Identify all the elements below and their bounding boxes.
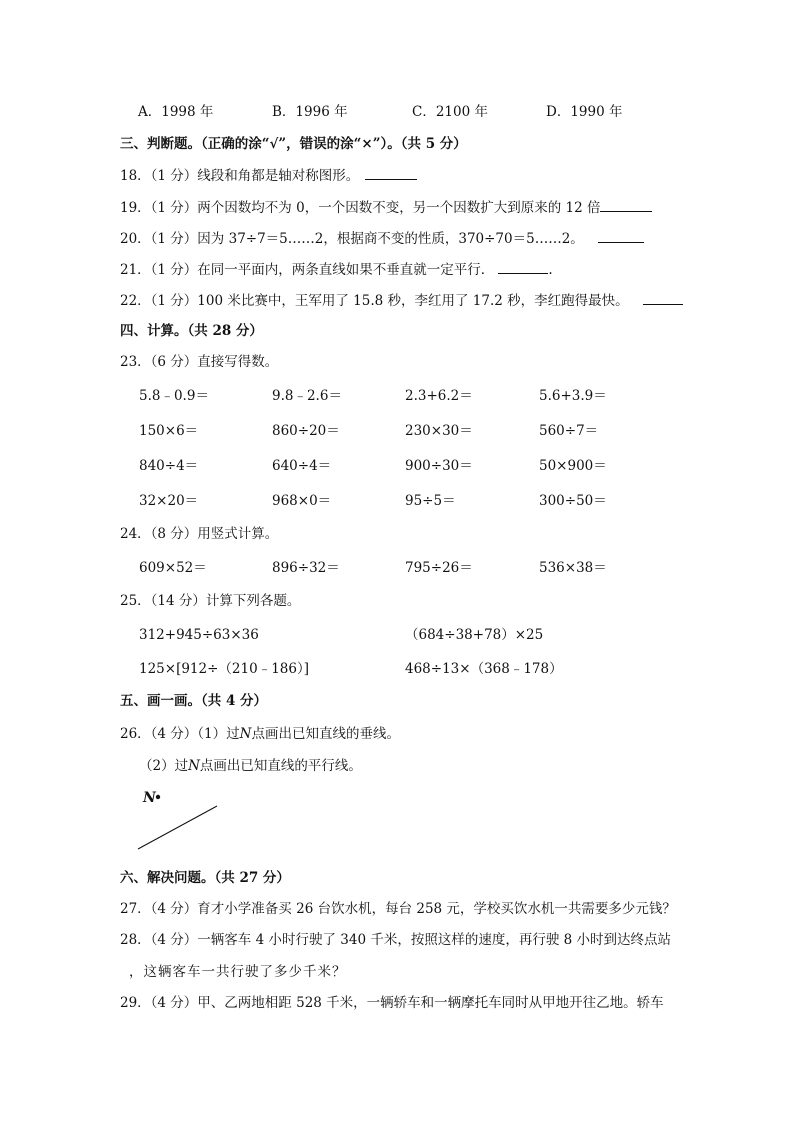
answer-blank <box>600 197 652 212</box>
q25-item: 125×[912÷（210﹣186）] <box>139 661 309 677</box>
q24-item: 609×52＝ <box>139 560 207 576</box>
answer-blank <box>498 259 548 274</box>
question-19 <box>120 197 652 218</box>
q23-item: 50×900＝ <box>539 458 607 474</box>
q23-item: 5.8﹣0.9＝ <box>139 388 209 404</box>
question-28-line-1: 28．（4 分）一辆客车 4 小时行驶了 340 千米，按照这样的速度，再行驶 8 小时到达终点站 <box>120 932 672 948</box>
answer-blank <box>365 165 417 180</box>
question-23: 23．（6 分）直接写得数。 <box>120 354 279 370</box>
question-26-part-2 <box>139 756 362 776</box>
q24-item: 536×38＝ <box>539 560 607 576</box>
question-28-line-2: ，这辆客车一共行驶了多少千米？ <box>129 964 347 980</box>
section-3-title: 三、判断题。（正确的涂“√”，错误的涂“×”）。（共 5 分） <box>120 136 467 152</box>
q26-text-c: （2）过 <box>139 758 189 774</box>
section-6-title: 六、解决问题。（共 27 分） <box>120 870 290 886</box>
q23-item: 32×20＝ <box>139 493 199 509</box>
question-24: 24．（8 分）用竖式计算。 <box>120 526 279 542</box>
answer-blank <box>643 290 683 305</box>
q23-item: 230×30＝ <box>405 423 473 439</box>
q26-text-d: 点画出已知直线的平行线。 <box>199 758 362 774</box>
q23-item: 560÷7＝ <box>539 423 599 439</box>
question-18-text: 18．（1 分）线段和角都是轴对称图形。 <box>120 168 360 184</box>
question-26 <box>120 724 400 744</box>
option-b: B．1996 年 <box>272 104 348 120</box>
question-21-end: . <box>548 262 553 278</box>
q24-item: 795÷26＝ <box>405 560 473 576</box>
answer-blank <box>598 228 644 243</box>
option-d: D．1990 年 <box>546 104 623 120</box>
question-21 <box>120 259 553 280</box>
q25-item: （684÷38+78）×25 <box>405 627 544 643</box>
q23-item: 5.6+3.9＝ <box>539 388 607 404</box>
q24-item: 896÷32＝ <box>272 560 340 576</box>
q26-text-b: 点画出已知直线的垂线。 <box>251 726 400 742</box>
question-27: 27．（4 分）育才小学准备买 26 台饮水机，每台 258 元，学校买饮水机一共需要多少元钱？ <box>120 901 676 917</box>
q23-item: 640÷4＝ <box>272 458 332 474</box>
q23-item: 9.8﹣2.6＝ <box>272 388 342 404</box>
question-18 <box>120 165 417 186</box>
q23-item: 900÷30＝ <box>405 458 473 474</box>
q26-text-a: 26．（4 分）（1）过 <box>120 726 240 742</box>
q23-item: 300÷50＝ <box>539 493 607 509</box>
q23-item: 840÷4＝ <box>139 458 199 474</box>
point-n-label: N <box>188 758 200 774</box>
figure-point-label: N <box>143 790 156 806</box>
q23-item: 150×6＝ <box>139 423 199 439</box>
question-22 <box>120 290 683 311</box>
question-20-text: 20．（1 分）因为 37÷7＝5……2，根据商不变的性质，370÷70＝5……2。 <box>120 231 584 247</box>
option-a: A．1998 年 <box>138 104 214 120</box>
question-20 <box>120 228 644 249</box>
q23-item: 860÷20＝ <box>272 423 340 439</box>
given-line <box>138 806 217 849</box>
q25-item: 312+945÷63×36 <box>139 627 259 643</box>
question-21-text: 21．（1 分）在同一平面内，两条直线如果不垂直就一定平行． <box>120 262 495 278</box>
question-25: 25．（14 分）计算下列各题。 <box>120 593 301 609</box>
question-22-text: 22．（1 分）100 米比赛中，王军用了 15.8 秒，李红用了 17.2 秒，李红跑得最快。 <box>120 293 629 309</box>
q25-item: 468÷13×（368﹣178） <box>405 661 563 677</box>
point-n-dot <box>156 795 160 799</box>
option-c: C．2100 年 <box>412 104 488 120</box>
section-4-title: 四、计算。（共 28 分） <box>120 323 263 339</box>
q23-item: 2.3+6.2＝ <box>405 388 473 404</box>
question-19-text: 19．（1 分）两个因数均不为 0，一个因数不变，另一个因数扩大到原来的 12 倍 <box>120 200 601 216</box>
question-29: 29．（4 分）甲、乙两地相距 528 千米，一辆轿车和一辆摩托车同时从甲地开往乙地。轿车 <box>120 995 664 1011</box>
line-figure <box>120 780 240 860</box>
q23-item: 95÷5＝ <box>405 493 456 509</box>
section-5-title: 五、画一画。（共 4 分） <box>120 693 268 709</box>
point-n-label: N <box>239 726 252 742</box>
q23-item: 968×0＝ <box>272 493 332 509</box>
